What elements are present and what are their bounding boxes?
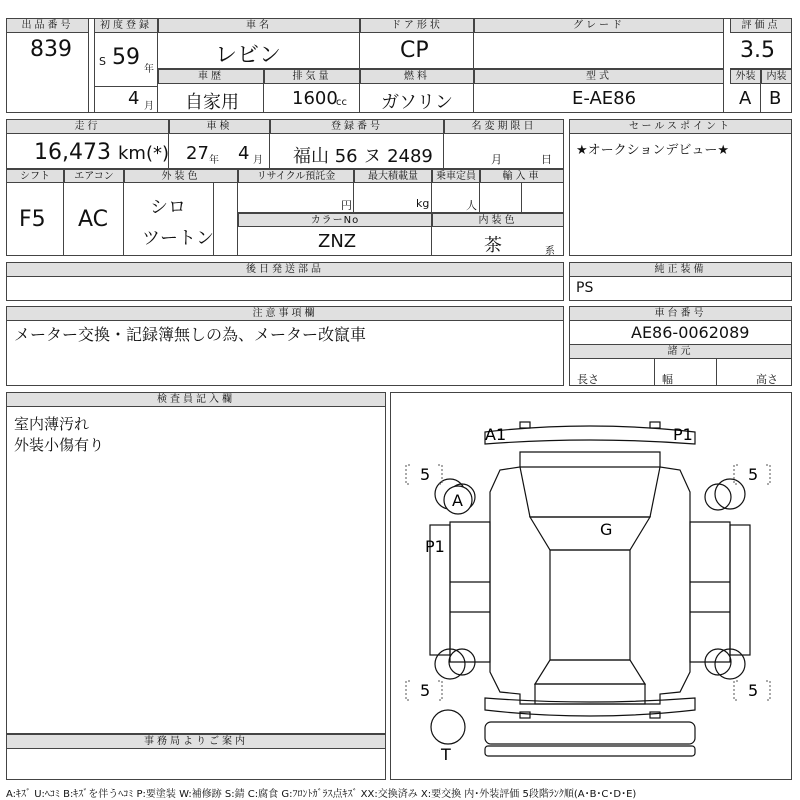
equipment-text: PS [576, 280, 594, 296]
insp-month-value: 4 [238, 143, 250, 164]
insp-year-value: 27 [186, 143, 209, 164]
equipment-header: 純正装備 [569, 262, 792, 277]
width-label: 幅 [662, 373, 673, 386]
max-load-header: 最大積載量 [354, 169, 432, 183]
later-parts-header: 後日発送部品 [6, 262, 564, 277]
displacement-header: 排気量 [264, 69, 360, 84]
deadline-header: 名変期限日 [444, 119, 564, 134]
insp-year-unit: 年 [209, 155, 219, 166]
ext-color-value-2: ツートン [142, 228, 214, 249]
year-value: 59 [112, 45, 140, 70]
int-color-header: 内装色 [432, 213, 564, 227]
car-name-value: レビン [215, 43, 282, 68]
color-no-value: ZNZ [318, 231, 357, 252]
shift-header: シフト [6, 169, 64, 183]
tire-fr-score: 5 [748, 465, 759, 484]
history-header: 車歴 [158, 69, 264, 84]
inspector-line-1: 室内薄汚れ [14, 415, 90, 433]
notes-header: 注意事項欄 [6, 306, 564, 321]
first-reg-header: 初度登録 [94, 18, 158, 33]
label-g: G [600, 520, 613, 539]
tire-rr-score: 5 [748, 681, 759, 700]
capacity-unit: 人 [466, 199, 477, 212]
grade-header: グレード [474, 18, 724, 33]
recycle-unit: 円 [341, 199, 352, 212]
office-header: 事務局よりご案内 [6, 734, 386, 749]
car-name-header: 車名 [158, 18, 360, 33]
exterior-value: A [739, 88, 752, 109]
ac-header: エアコン [64, 169, 124, 183]
max-load-unit: kg [416, 197, 430, 210]
length-label: 長さ [577, 373, 599, 386]
chassis-value: AE86-0062089 [631, 323, 750, 342]
fuel-value: ガソリン [381, 92, 453, 113]
interior-header: 内装 [761, 69, 792, 84]
inspection-header: 車検 [169, 119, 270, 134]
month-value: 4 [128, 88, 140, 109]
mileage-value: 16,473 [34, 140, 111, 165]
label-p1-side: P1 [425, 537, 445, 556]
deadline-month: 月 [491, 153, 502, 166]
history-value: 自家用 [185, 92, 239, 113]
sales-point-header: セールスポイント [569, 119, 792, 134]
mileage-unit: km(*) [118, 143, 170, 164]
displacement-unit: cc [336, 97, 347, 108]
notes-text: メーター交換・記録簿無しの為、メーター改竄車 [14, 325, 367, 344]
insp-month-unit: 月 [253, 155, 263, 166]
car-diagram [390, 392, 792, 780]
door-value: CP [400, 38, 429, 63]
height-label: 高さ [756, 373, 778, 386]
ac-value: AC [78, 207, 109, 232]
reg-no-header: 登録番号 [270, 119, 444, 134]
exterior-header: 外装 [730, 69, 761, 84]
recycle-cell [238, 183, 354, 213]
inspector-header: 検査員記入欄 [6, 392, 386, 407]
legend-text: A:ｷｽﾞ U:ﾍｺﾐ B:ｷｽﾞを伴うﾍｺﾐ P:要塗装 W:補修跡 S:錆 C:腐食 G:ﾌﾛﾝﾄｶﾞﾗｽ点ｷｽﾞ XX:交換済み X:要交換 内･外装評価 5段階ﾗﾝｸ順(A･B･C･D･E) [6, 789, 637, 800]
capacity-header: 乗車定員 [432, 169, 480, 183]
month-unit: 月 [144, 101, 154, 112]
chassis-header: 車台番号 [569, 306, 792, 321]
lot-no-header: 出品番号 [6, 18, 89, 33]
dimensions-header: 諸元 [569, 344, 792, 359]
import-sub-cell [480, 183, 522, 213]
import-header: 輸入車 [480, 169, 564, 183]
ext-color-side-cell [214, 183, 238, 256]
shift-value: F5 [19, 207, 46, 232]
fuel-header: 燃料 [360, 69, 474, 84]
interior-value: B [769, 88, 782, 109]
model-header: 型式 [474, 69, 724, 84]
int-color-unit: 系 [545, 246, 555, 257]
mileage-header: 走行 [6, 119, 169, 134]
tire-fl-score: 5 [420, 465, 431, 484]
score-value: 3.5 [740, 38, 775, 63]
reg-no-value: 福山 56 ヌ 2489 [293, 146, 433, 167]
int-color-value: 茶 [484, 235, 502, 256]
label-t: T [441, 745, 451, 764]
ext-color-header: 外装色 [124, 169, 238, 183]
inspector-line-2: 外装小傷有り [14, 436, 105, 454]
label-p1-top: P1 [673, 425, 693, 444]
lot-no-value: 839 [30, 37, 72, 62]
recycle-header: リサイクル預託金 [238, 169, 354, 183]
sales-point-text: ★オークションデビュー★ [576, 143, 730, 158]
label-a1: A1 [485, 425, 507, 444]
deadline-day: 日 [541, 153, 552, 166]
model-value: E-AE86 [572, 88, 637, 109]
grade-cell [474, 33, 724, 69]
year-unit: 年 [144, 64, 154, 75]
ext-color-value-1: シロ [150, 197, 186, 218]
displacement-value: 1600 [292, 88, 338, 109]
label-a: A [452, 491, 463, 510]
score-header: 評価点 [730, 18, 792, 33]
color-no-header: カラーNo [238, 213, 432, 227]
door-header: ドア形状 [360, 18, 474, 33]
tire-rl-score: 5 [420, 681, 431, 700]
era-value: S [99, 55, 106, 68]
